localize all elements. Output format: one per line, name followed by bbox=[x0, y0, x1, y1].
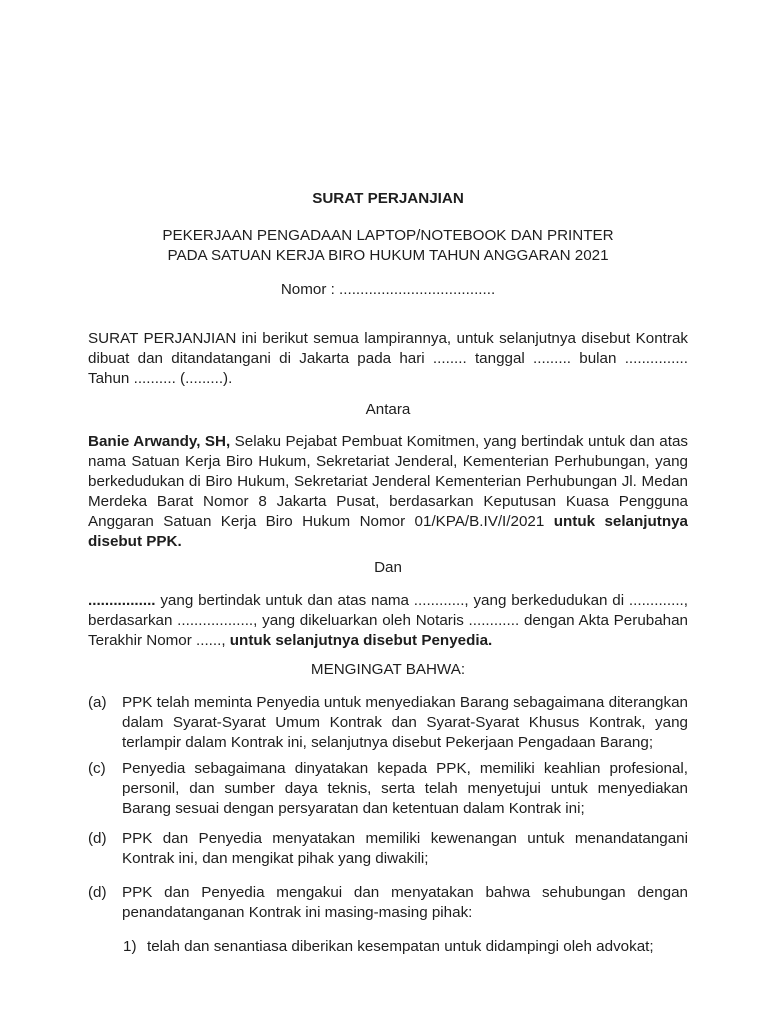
penyedia-blank-run: ................ bbox=[88, 592, 161, 609]
recital-marker: (c) bbox=[88, 760, 106, 777]
sub-recital-item-1 bbox=[123, 937, 688, 957]
penyedia-paragraph bbox=[88, 591, 688, 651]
antara-label: Antara bbox=[365, 401, 411, 418]
recital-text: PPK dan Penyedia mengakui dan menyatakan bahwa sehubungan dengan penandatanganan Kontrak ini masing-masing pihak: bbox=[122, 884, 688, 921]
ppk-name-run: Banie Arwandy, SH, bbox=[88, 433, 235, 450]
recital-marker: (d) bbox=[88, 884, 107, 901]
penyedia-closing-run: untuk selanjutnya disebut Penyedia. bbox=[229, 632, 493, 649]
recital-marker: (d) bbox=[88, 830, 107, 847]
recital-text: Penyedia sebagaimana dinyatakan kepada PPK, memiliki keahlian profesional, personil, dan sumber daya teknis, serta telah menyetujui untuk menyediakan Barang sesuai dengan persyaratan dan ketentuan dalam Kontrak ini; bbox=[122, 760, 688, 817]
recital-item-d1 bbox=[88, 829, 688, 869]
subtitle-line-1: PEKERJAAN PENGADAAN LAPTOP/NOTEBOOK DAN PRINTER bbox=[162, 227, 614, 244]
opening-paragraph: SURAT PERJANJIAN ini berikut semua lampirannya, untuk selanjutnya disebut Kontrak dibuat dan ditandatangani di Jakarta pada hari ........ tanggal ......... bulan ............... Tahun .......... (.........). bbox=[88, 330, 688, 387]
ppk-body-run: Selaku Pejabat Pembuat Komitmen, yang bertindak untuk dan atas nama Satuan Kerja Biro Hukum, Sekretariat Jenderal, Kementerian Perhubungan, yang berkedudukan di Biro Hukum, Sekretariat Jenderal Kementerian Perhubungan Jl. Medan Merdeka Barat Nomor 8 Jakarta Pusat, berdasarkan Keputusan Kuasa Pengguna Anggaran Satuan Kerja Biro Hukum Nomor 01/KPA/B.IV/I/2021 bbox=[88, 433, 688, 530]
recital-text: PPK telah meminta Penyedia untuk menyediakan Barang sebagaimana diterangkan dalam Syarat-Syarat Umum Kontrak dan Syarat-Syarat Khusus Kontrak, yang terlampir dalam Kontrak ini, selanjutnya disebut Pekerjaan Pengadaan Barang; bbox=[122, 694, 688, 751]
sub-recital-text: telah dan senantiasa diberikan kesempatan untuk didampingi oleh advokat; bbox=[147, 938, 654, 955]
recital-item-d2 bbox=[88, 883, 688, 923]
document-number-line: Nomor : ..................................... bbox=[280, 281, 496, 298]
recital-item-c bbox=[88, 759, 688, 819]
document-title: SURAT PERJANJIAN bbox=[312, 190, 464, 207]
recital-marker: (a) bbox=[88, 694, 107, 711]
contract-document bbox=[88, 0, 688, 957]
dan-label: Dan bbox=[374, 559, 402, 576]
ppk-closing-run: untuk selanjutnya disebut PPK. bbox=[88, 513, 689, 550]
subtitle-line-2: PADA SATUAN KERJA BIRO HUKUM TAHUN ANGGARAN 2021 bbox=[167, 247, 609, 264]
recital-text: PPK dan Penyedia menyatakan memiliki kewenangan untuk menandatangani Kontrak ini, dan mengikat pihak yang diwakili; bbox=[122, 830, 688, 867]
document-subtitle bbox=[88, 226, 688, 266]
ppk-paragraph bbox=[88, 432, 688, 552]
penyedia-body-run: yang bertindak untuk dan atas nama ............, yang berkedudukan di ............., berdasarkan .................., yang dikeluarkan oleh Notaris ............ dengan Akta Perubahan Terakhir Nomor ......, bbox=[88, 592, 688, 649]
mengingat-heading: MENGINGAT BAHWA: bbox=[310, 661, 466, 678]
sub-recital-marker: 1) bbox=[123, 938, 137, 955]
recital-item-a bbox=[88, 693, 688, 753]
